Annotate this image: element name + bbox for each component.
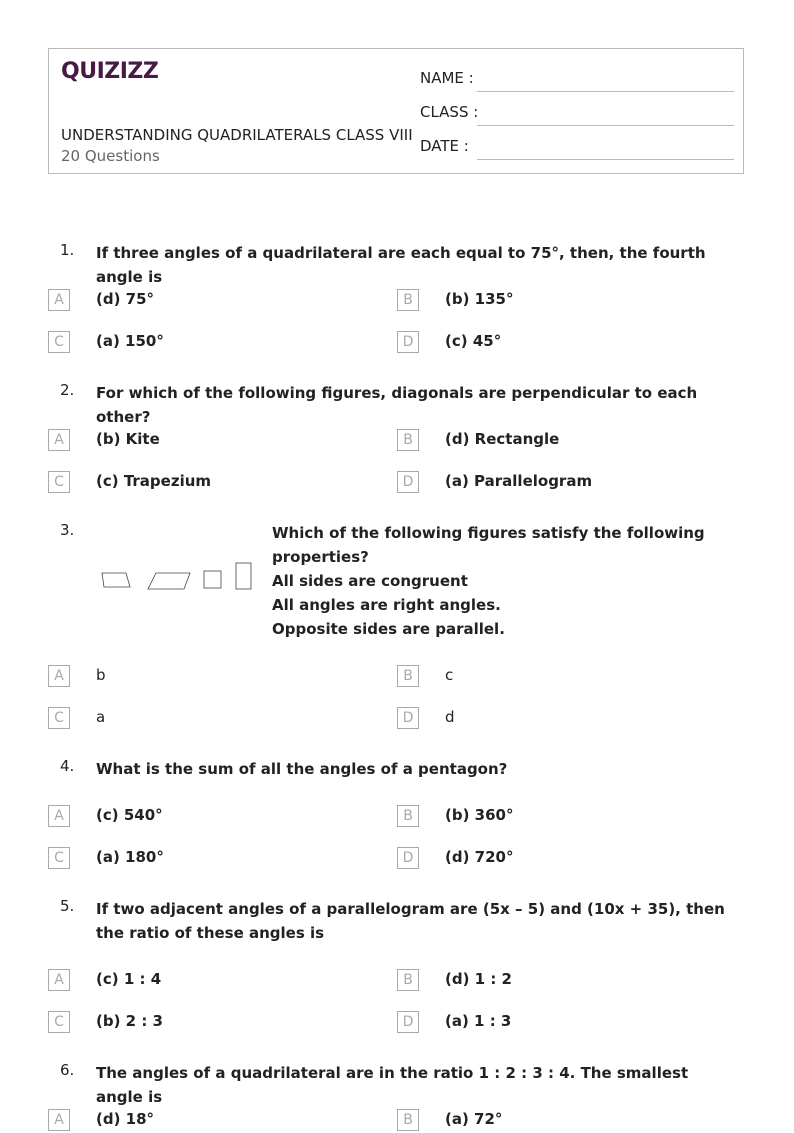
option-letter: B [397, 1109, 419, 1131]
quizizz-logo: QUIZIZZ [61, 59, 159, 84]
option-text: (c) 1 : 4 [96, 970, 162, 988]
worksheet-header [48, 48, 744, 174]
quadrilateral-figures-image [98, 551, 258, 593]
question-line: All angles are right angles. [272, 596, 501, 614]
option-text: (d) 1 : 2 [445, 970, 512, 988]
question-text: The angles of a quadrilateral are in the ratio 1 : 2 : 3 : 4. The smallest angle is [96, 1064, 689, 1106]
option-letter: A [48, 429, 70, 451]
question-count: 20 Questions [61, 147, 160, 165]
question-text: For which of the following figures, diagonals are perpendicular to each other? [96, 384, 698, 426]
option-text: (a) Parallelogram [445, 472, 593, 490]
option-letter: C [48, 1011, 70, 1033]
option-text: (c) 45° [445, 332, 502, 350]
option-text: (c) Trapezium [96, 472, 212, 490]
option-text: d [445, 708, 455, 726]
option-text: (a) 1 : 3 [445, 1012, 512, 1030]
option-letter: B [397, 805, 419, 827]
option-letter: B [397, 429, 419, 451]
option-text: a [96, 708, 106, 726]
class-line[interactable] [477, 125, 734, 126]
question-number: 6. [60, 1061, 75, 1079]
name-line[interactable] [477, 91, 734, 92]
question-text: What is the sum of all the angles of a pentagon? [96, 760, 508, 778]
option-text: (c) 540° [96, 806, 163, 824]
option-text: (d) 18° [96, 1110, 155, 1128]
name-label: NAME : [420, 69, 474, 87]
option-letter: A [48, 969, 70, 991]
question-line: Opposite sides are parallel. [272, 620, 505, 638]
question-number: 3. [60, 521, 75, 539]
option-text: (d) 75° [96, 290, 155, 308]
class-field[interactable] [420, 103, 734, 127]
option-text: (b) 2 : 3 [96, 1012, 163, 1030]
question-number: 2. [60, 381, 75, 399]
question-text: If two adjacent angles of a parallelogram are (5x – 5) and (10x + 35), then the ratio of these angles is [96, 900, 725, 942]
name-field[interactable] [420, 69, 734, 93]
question-line: All sides are congruent [272, 572, 468, 590]
option-letter: A [48, 1109, 70, 1131]
option-letter: C [48, 471, 70, 493]
option-letter: A [48, 805, 70, 827]
class-label: CLASS : [420, 103, 479, 121]
option-letter: C [48, 707, 70, 729]
option-letter: C [48, 331, 70, 353]
option-letter: A [48, 665, 70, 687]
question-line: Which of the following figures satisfy the following properties? [272, 524, 705, 566]
option-letter: B [397, 969, 419, 991]
worksheet-title: UNDERSTANDING QUADRILATERALS CLASS VIII [61, 126, 413, 144]
date-label: DATE : [420, 137, 469, 155]
option-text: (b) 360° [445, 806, 514, 824]
option-text: (a) 72° [445, 1110, 503, 1128]
question-number: 4. [60, 757, 75, 775]
option-text: c [445, 666, 454, 684]
option-letter: D [397, 707, 419, 729]
option-text: (d) Rectangle [445, 430, 560, 448]
option-letter: A [48, 289, 70, 311]
option-text: b [96, 666, 106, 684]
option-letter: B [397, 289, 419, 311]
option-letter: D [397, 471, 419, 493]
question-text: If three angles of a quadrilateral are each equal to 75°, then, the fourth angle is [96, 244, 706, 286]
option-text: (d) 720° [445, 848, 514, 866]
option-letter: C [48, 847, 70, 869]
option-letter: D [397, 1011, 419, 1033]
question-text [272, 521, 712, 641]
option-letter: D [397, 847, 419, 869]
date-field[interactable] [420, 137, 734, 161]
option-text: (b) 135° [445, 290, 514, 308]
date-line[interactable] [477, 159, 734, 160]
option-text: (a) 150° [96, 332, 164, 350]
question-number: 1. [60, 241, 75, 259]
option-text: (b) Kite [96, 430, 160, 448]
option-letter: D [397, 331, 419, 353]
option-text: (a) 180° [96, 848, 164, 866]
question-number: 5. [60, 897, 75, 915]
option-letter: B [397, 665, 419, 687]
